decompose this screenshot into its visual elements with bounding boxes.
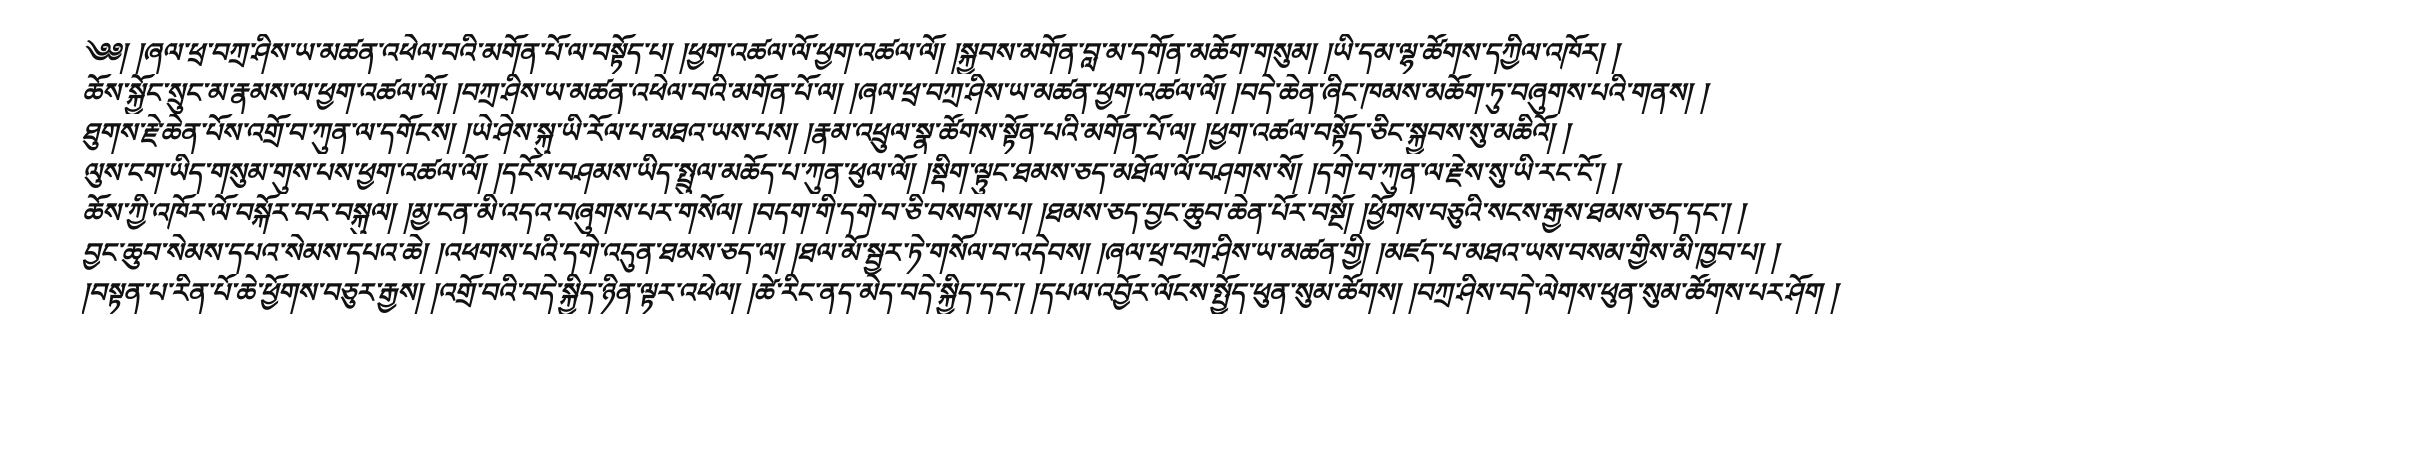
text-line-4: ལུས་ངག་ཡིད་གསུམ་གུས་པས་ཕྱག་འཚལ་ལོ། །དངོས་བཤམས་ཡིད་སྤྲུལ་མཆོད་པ་ཀུན་ཕུལ་ལོ། །སྡིག་ལྟུང་ཐམས་ཅད་མཐོལ་ལོ་བཤགས་སོ། །དགེ་བ་ཀུན་ལ་རྗེས་སུ་ཡི་རང་ངོ་། ། [82,158,1619,189]
tibetan-text-block [82,34,2362,314]
text-line-1: ༄༅། །ཞལ་ཕྲ་བཀྲ་ཤིས་ཡ་མཚན་འཕེལ་བའི་མགོན་པོ་ལ་བསྟོད་པ། །ཕྱག་འཚལ་ལོ་ཕྱག་འཚལ་ལོ། །སྐྱབས་མགོན་བླ་མ་དགོན་མཆོག་གསུམ། །ཡི་དམ་ལྷ་ཚོགས་དཀྱིལ་འཁོར། ། [82,38,1619,69]
text-line-3: ཐུགས་རྗེ་ཆེན་པོས་འགྲོ་བ་ཀུན་ལ་དགོངས། །ཡེ་ཤེས་སྐུ་ཡི་རོལ་པ་མཐའ་ཡས་པས། །རྣམ་འཕྲུལ་སྣ་ཚོགས་སྟོན་པའི་མགོན་པོ་ལ། །ཕྱག་འཚལ་བསྟོད་ཅིང་སྐྱབས་སུ་མཆིའོ། ། [82,118,1570,149]
text-line-5: ཆོས་ཀྱི་འཁོར་ལོ་བསྐོར་བར་བསྐུལ། །མྱ་ངན་མི་འདའ་བཞུགས་པར་གསོལ། །བདག་གི་དགེ་བ་ཅི་བསགས་པ། །ཐམས་ཅད་བྱང་ཆུབ་ཆེན་པོར་བསྔོ། །ཕྱོགས་བཅུའི་སངས་རྒྱས་ཐམས་ཅད་དང་། ། [82,198,1745,229]
text-line-2: ཆོས་སྐྱོང་སྲུང་མ་རྣམས་ལ་ཕྱག་འཚལ་ལོ། །བཀྲ་ཤིས་ཡ་མཚན་འཕེལ་བའི་མགོན་པོ་ལ། །ཞལ་ཕྲ་བཀྲ་ཤིས་ཡ་མཚན་ཕྱག་འཚལ་ལོ། །བདེ་ཆེན་ཞིང་ཁམས་མཆོག་ཏུ་བཞུགས་པའི་གནས། ། [82,78,1707,109]
text-line-7: །བསྟན་པ་རིན་པོ་ཆེ་ཕྱོགས་བཅུར་རྒྱས། །འགྲོ་བའི་བདེ་སྐྱིད་ཉིན་ལྟར་འཕེལ། །ཚེ་རིང་ནད་མེད་བདེ་སྐྱིད་དང་། །དཔལ་འབྱོར་ལོངས་སྤྱོད་ཕུན་སུམ་ཚོགས། །བཀྲ་ཤིས་བདེ་ལེགས་ཕུན་སུམ་ཚོགས་པར་ཤོག ། [82,278,1838,309]
text-line-6: བྱང་ཆུབ་སེམས་དཔའ་སེམས་དཔའ་ཆེ། །འཕགས་པའི་དགེ་འདུན་ཐམས་ཅད་ལ། །ཐལ་མོ་སྦྱར་ཏེ་གསོལ་བ་འདེབས། །ཞལ་ཕྲ་བཀྲ་ཤིས་ཡ་མཚན་གྱི། །མཛད་པ་མཐའ་ཡས་བསམ་གྱིས་མི་ཁྱབ་པ། ། [82,238,1778,269]
